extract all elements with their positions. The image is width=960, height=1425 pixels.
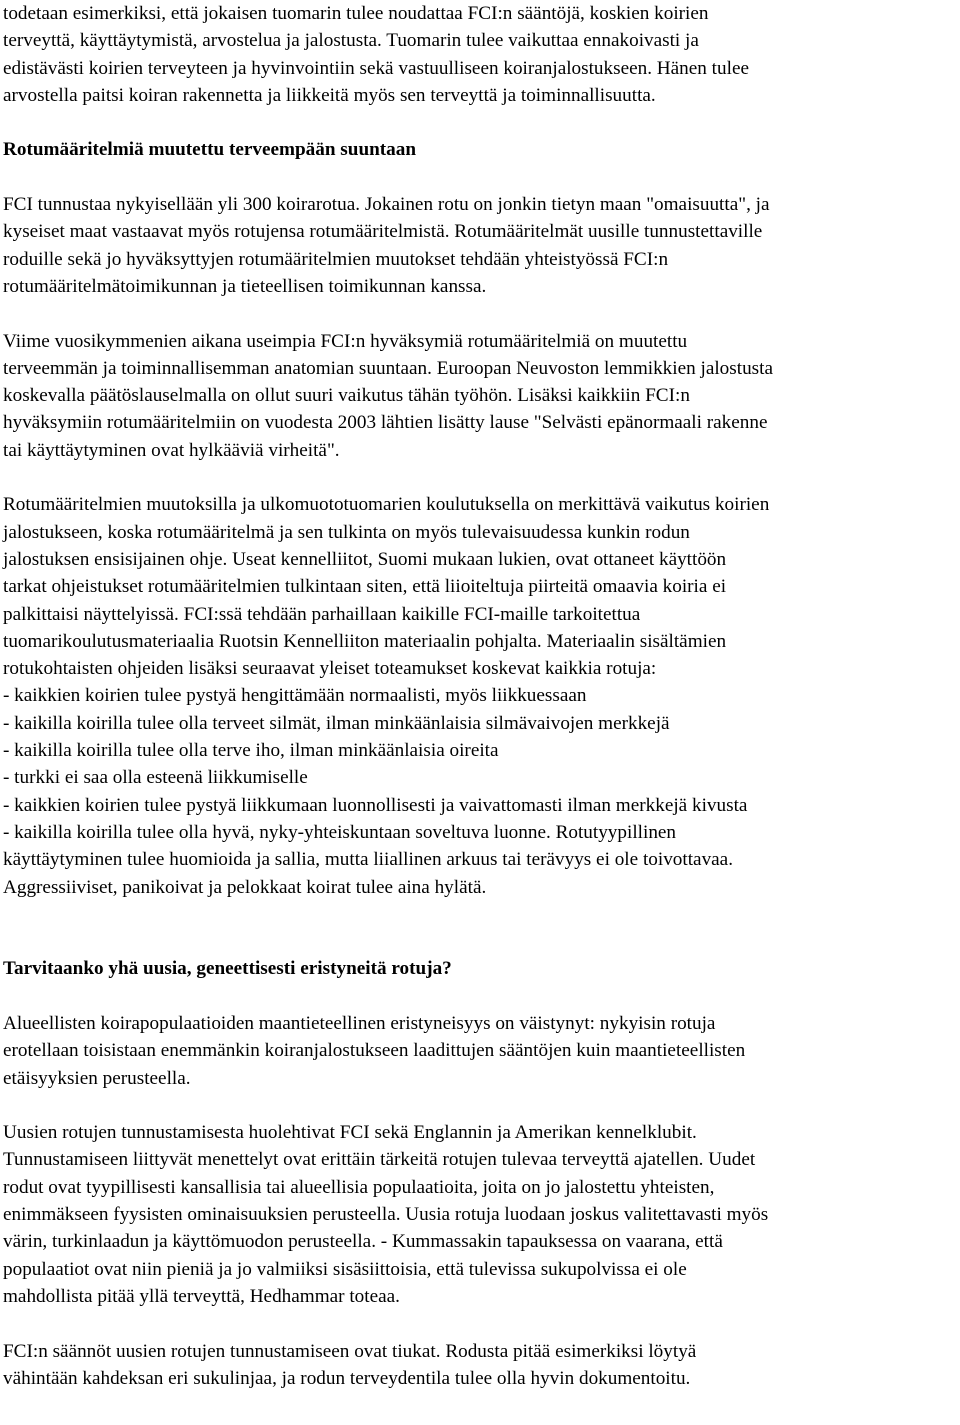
section-gap bbox=[3, 901, 955, 956]
text-line: käyttäytyminen tulee huomioida ja sallia, mutta liiallinen arkuus tai terävyys ei ole toivottavaa. bbox=[3, 849, 733, 871]
text-line: tuomarikoulutusmateriaalia Ruotsin Kennelliiton materiaalin pohjalta. Materiaalin sisältämien bbox=[3, 630, 727, 652]
text-line: tai käyttäytyminen ovat hylkääviä virheitä". bbox=[3, 439, 340, 461]
list-item: - kaikilla koirilla tulee olla terveet silmät, ilman minkäänlaisia silmävaivojen merkkejä bbox=[3, 712, 670, 734]
section2-paragraph-1 bbox=[3, 1010, 955, 1092]
intro-paragraph bbox=[3, 0, 955, 109]
text-line: FCI tunnustaa nykyisellään yli 300 koirarotua. Jokainen rotu on jonkin tietyn maan "omaisuutta", ja bbox=[3, 194, 770, 216]
paragraph-gap bbox=[3, 1092, 955, 1119]
text-line: palkittaisi näyttelyissä. FCI:ssä tehdään parhaillaan kaikille FCI-maille tarkoitettua bbox=[3, 603, 641, 625]
text-line: etäisyyksien perusteella. bbox=[3, 1067, 191, 1089]
section2-paragraph-2 bbox=[3, 1119, 955, 1310]
section1-paragraph-2 bbox=[3, 328, 955, 464]
text-line: Rotumääritelmien muutoksilla ja ulkomuototuomarien koulutuksella on merkittävä vaikutus koirien bbox=[3, 494, 770, 516]
list-item: - kaikilla koirilla tulee olla terve iho, ilman minkäänlaisia oireita bbox=[3, 740, 499, 762]
text-line: rotukohtaisten ohjeiden lisäksi seuraavat yleiset toteamukset koskevat kaikkia rotuja: bbox=[3, 658, 657, 680]
text-line: edistävästi koirien terveyteen ja hyvinvointiin sekä vastuulliseen koiranjalostukseen. Hänen tulee bbox=[3, 57, 749, 79]
text-line: koskevalla päätöslauselmalla on ollut suuri vaikutus tähän työhön. Lisäksi kaikkiin FCI:n bbox=[3, 385, 690, 407]
paragraph-gap bbox=[3, 109, 955, 136]
text-line: terveyttä, käyttäytymistä, arvostelua ja jalostusta. Tuomarin tulee vaikuttaa ennakoivasti ja bbox=[3, 30, 699, 52]
list-item: - kaikilla koirilla tulee olla hyvä, nyky-yhteiskuntaan soveltuva luonne. Rotutyypillinen bbox=[3, 821, 677, 843]
text-line: rotumääritelmätoimikunnan ja tieteellisen toimikunnan kanssa. bbox=[3, 275, 487, 297]
text-line: Aggressiiviset, panikoivat ja pelokkaat koirat tulee aina hylätä. bbox=[3, 876, 487, 898]
section-heading-1: Rotumääritelmiä muutettu terveempään suuntaan bbox=[3, 139, 417, 161]
list-item: - turkki ei saa olla esteenä liikkumiselle bbox=[3, 767, 308, 789]
text-line: rodut ovat tyypillisesti kansallisia tai alueellisia populaatioita, joita on jo jalostettu yhteisten, bbox=[3, 1176, 715, 1198]
text-line: jalostukseen, koska rotumääritelmä ja sen tulkinta on myös tulevaisuudessa kunkin rodun bbox=[3, 521, 690, 543]
list-item: - kaikkien koirien tulee pystyä hengittämään normaalisti, myös liikkuessaan bbox=[3, 685, 587, 707]
text-line: Uusien rotujen tunnustamisesta huolehtivat FCI sekä Englannin ja Amerikan kennelklubit. bbox=[3, 1122, 697, 1144]
text-line: jalostuksen ensisijainen ohje. Useat kennelliitot, Suomi mukaan lukien, ovat ottaneet käyttöön bbox=[3, 548, 727, 570]
text-line: kyseiset maat vastaavat myös rotujensa rotumääritelmistä. Rotumääritelmät uusille tunnustettaville bbox=[3, 221, 763, 243]
text-line: Tunnustamiseen liittyvät menettelyt ovat erittäin tärkeitä rotujen tulevaa terveyttä ajatellen. Uudet bbox=[3, 1149, 756, 1171]
document-page bbox=[3, 0, 955, 1392]
text-line: todetaan esimerkiksi, että jokaisen tuomarin tulee noudattaa FCI:n sääntöjä, koskien koirien bbox=[3, 3, 709, 24]
text-line: Viime vuosikymmenien aikana useimpia FCI:n hyväksymiä rotumääritelmiä on muutettu bbox=[3, 330, 688, 352]
text-line: enimmäkseen fyysisten ominaisuuksien perusteella. Uusia rotuja luodaan joskus valitettavasti myös bbox=[3, 1204, 769, 1226]
text-line: värin, turkinlaadun ja käyttömuodon perusteella. - Kummassakin tapauksessa on vaarana, että bbox=[3, 1231, 723, 1253]
paragraph-gap bbox=[3, 300, 955, 327]
text-line: erotellaan toisistaan enemmänkin koiranjalostukseen laadittujen sääntöjen kuin maantieteellisten bbox=[3, 1040, 746, 1062]
section1-paragraph-3 bbox=[3, 491, 955, 900]
paragraph-gap bbox=[3, 464, 955, 491]
text-line: vähintään kahdeksan eri sukulinjaa, ja rodun terveydentila tulee olla hyvin dokumentoitu. bbox=[3, 1367, 691, 1389]
text-line: populaatiot ovat niin pieniä ja jo valmiiksi sisäsiittoisia, että tulevissa sukupolvissa ei ole bbox=[3, 1258, 687, 1280]
section2-paragraph-3 bbox=[3, 1338, 955, 1393]
paragraph-gap bbox=[3, 1310, 955, 1337]
text-line: mahdollista pitää yllä terveyttä, Hedhammar toteaa. bbox=[3, 1285, 400, 1307]
text-line: arvostella paitsi koiran rakennetta ja liikkeitä myös sen terveyttä ja toiminnallisuutta. bbox=[3, 84, 656, 106]
section1-paragraph-1 bbox=[3, 191, 955, 300]
text-line: tarkat ohjeistukset rotumääritelmien tulkintaan siten, että liioiteltuja piirteitä omaavia koiria ei bbox=[3, 576, 727, 598]
text-line: FCI:n säännöt uusien rotujen tunnustamiseen ovat tiukat. Rodusta pitää esimerkiksi löytyä bbox=[3, 1340, 697, 1362]
text-line: terveemmän ja toiminnallisemman anatomian suuntaan. Euroopan Neuvoston lemmikkien jalostusta bbox=[3, 357, 773, 379]
text-line: Alueellisten koirapopulaatioiden maantieteellinen eristyneisyys on väistynyt: nykyisin rotuja bbox=[3, 1012, 716, 1034]
text-line: hyväksymiin rotumääritelmiin on vuodesta 2003 lähtien lisätty lause "Selvästi epänormaali rakenne bbox=[3, 412, 768, 434]
paragraph-gap bbox=[3, 983, 955, 1010]
list-item: - kaikkien koirien tulee pystyä liikkumaan luonnollisesti ja vaivattomasti ilman merkkejä kivusta bbox=[3, 794, 748, 816]
section-heading-2: Tarvitaanko yhä uusia, geneettisesti eristyneitä rotuja? bbox=[3, 958, 452, 980]
paragraph-gap bbox=[3, 164, 955, 191]
text-line: roduille sekä jo hyväksyttyjen rotumääritelmien muutokset tehdään yhteistyössä FCI:n bbox=[3, 248, 669, 270]
